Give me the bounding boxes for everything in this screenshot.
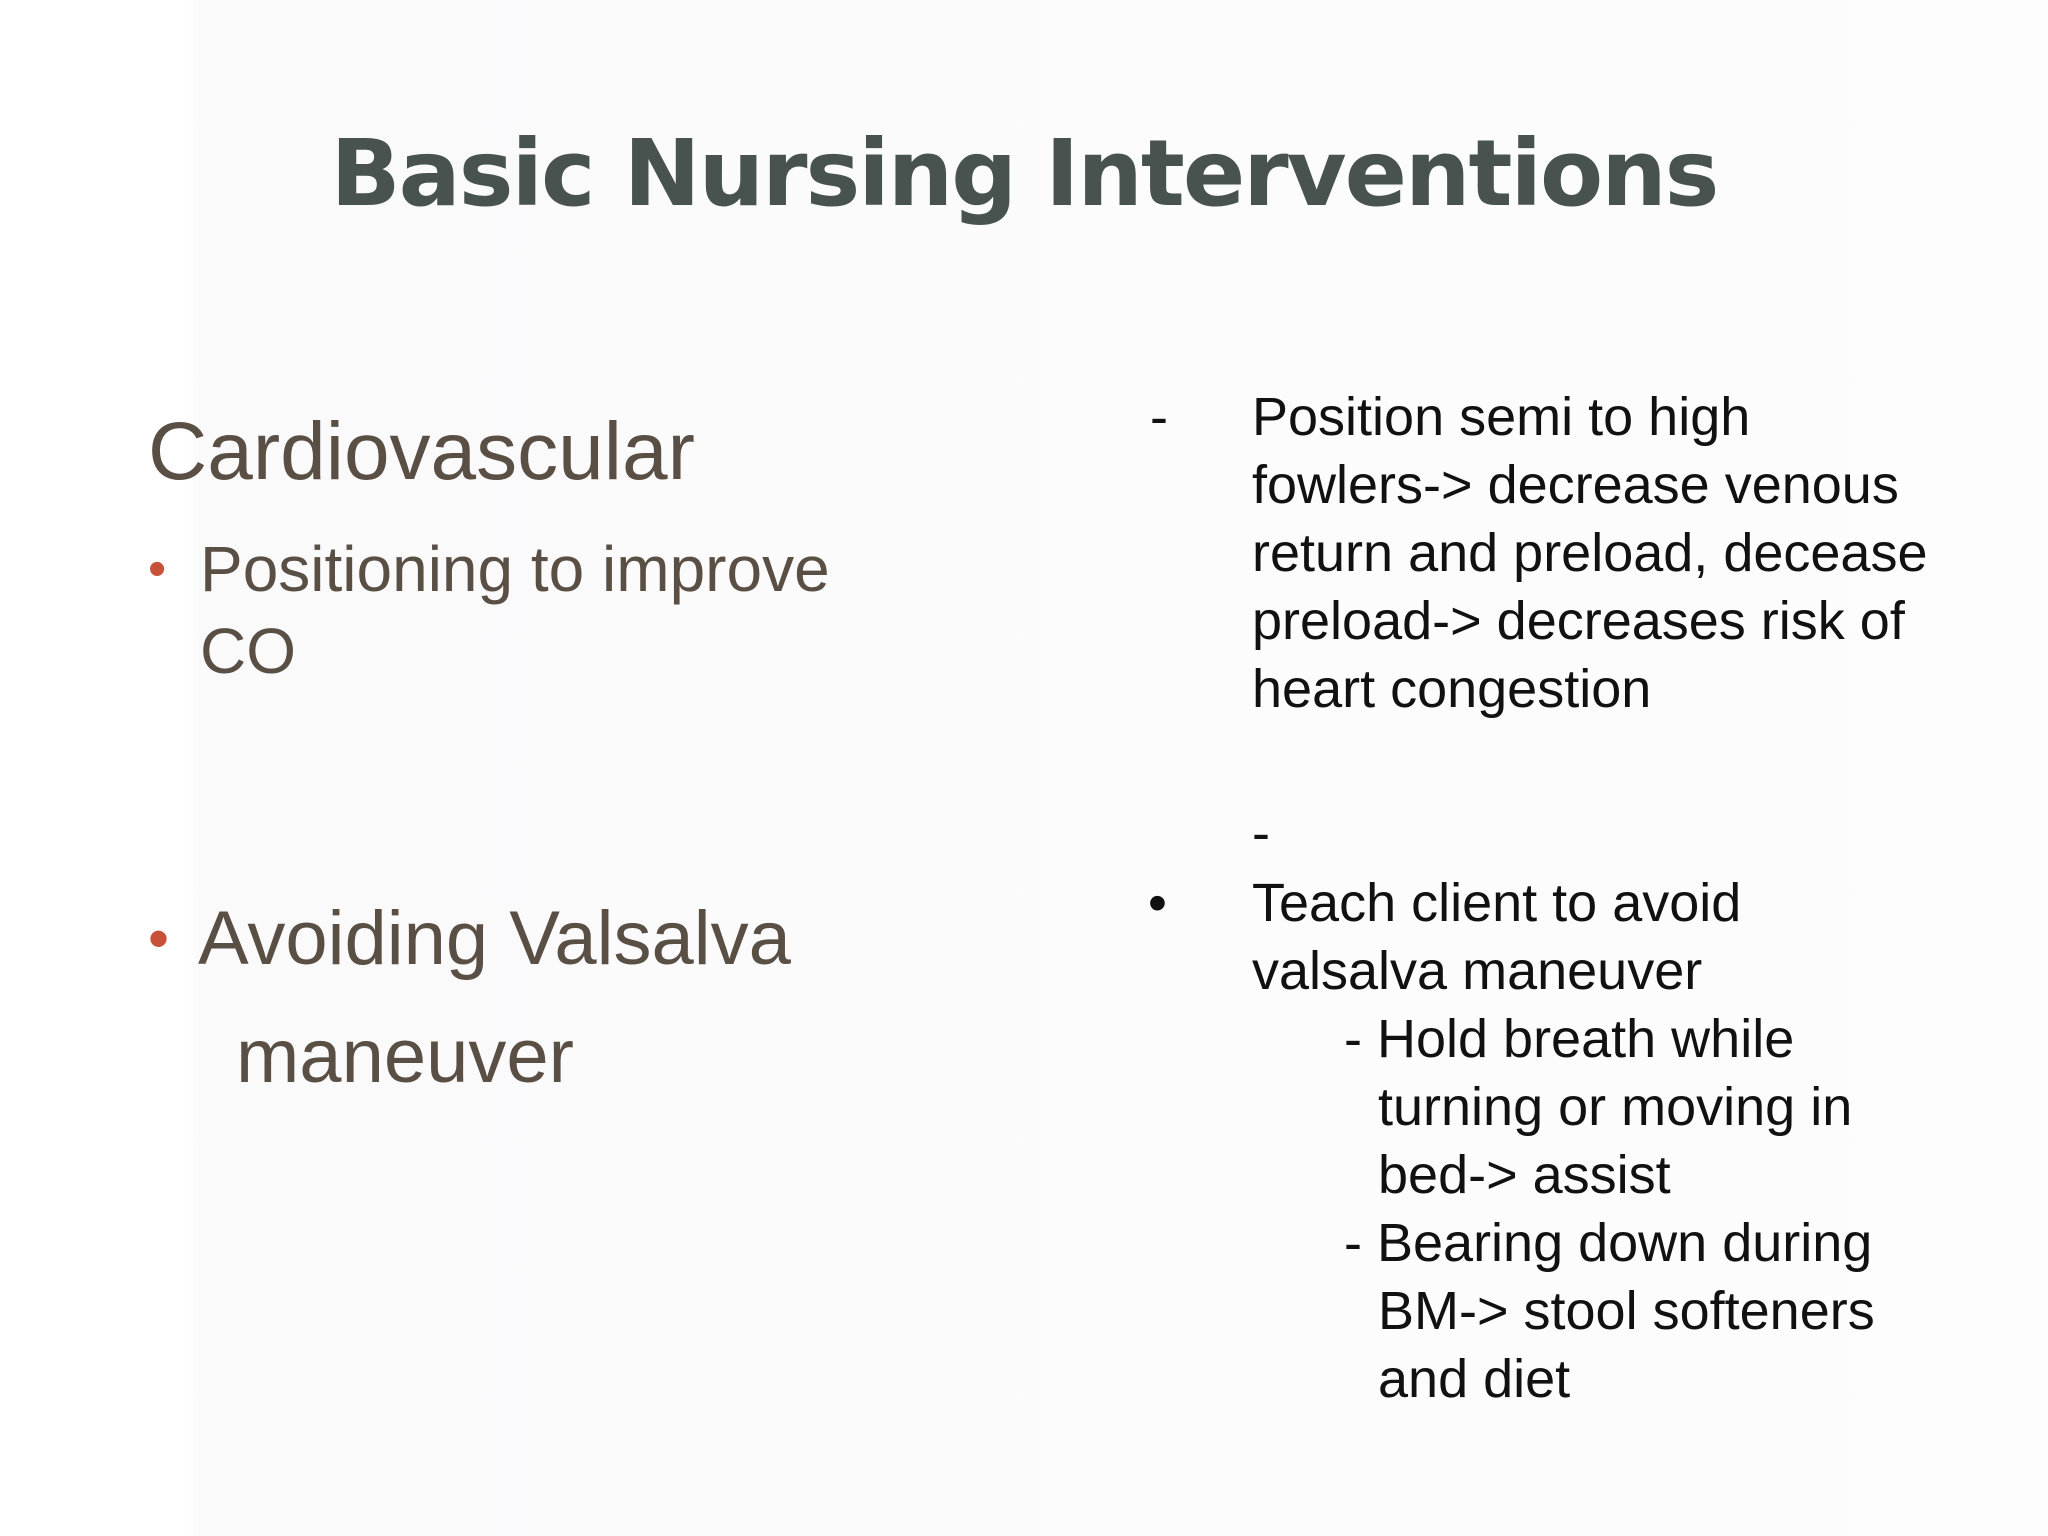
sub-item-line: and diet (1378, 1349, 1571, 1409)
sub-item-line: - Hold breath while (1344, 1009, 1795, 1069)
text-line: Teach client to avoid (1252, 873, 1742, 933)
text-line: return and preload, decease (1252, 523, 1928, 583)
sub-item-line: - Bearing down during (1344, 1213, 1873, 1273)
sub-item-line: BM-> stool softeners (1378, 1281, 1875, 1341)
slide-title: Basic Nursing Interventions (330, 120, 1718, 227)
bullet-text (200, 528, 960, 692)
text-line: preload-> decreases risk of (1252, 591, 1905, 651)
bullet-text-line: maneuver (236, 1014, 574, 1099)
bullet-text-line: Positioning to improve (200, 533, 830, 605)
bullet-dot: • (148, 540, 167, 598)
section-heading-cardiovascular: Cardiovascular (148, 406, 695, 497)
sub-item-line: bed-> assist (1378, 1145, 1671, 1205)
bullet-text-line: CO (200, 615, 296, 687)
bullet-text-line: Avoiding Valsalva (198, 896, 791, 981)
dash-marker: - (1252, 803, 1270, 863)
text-line: Position semi to high (1252, 387, 1751, 447)
text-line: valsalva maneuver (1252, 941, 1703, 1001)
bullet-marker: • (1148, 873, 1167, 933)
bullet-dot: • (148, 905, 170, 972)
text-line: heart congestion (1252, 659, 1652, 719)
dash-marker: - (1150, 387, 1168, 447)
sub-item-line: turning or moving in (1378, 1077, 1853, 1137)
text-line: fowlers-> decrease venous (1252, 455, 1899, 515)
